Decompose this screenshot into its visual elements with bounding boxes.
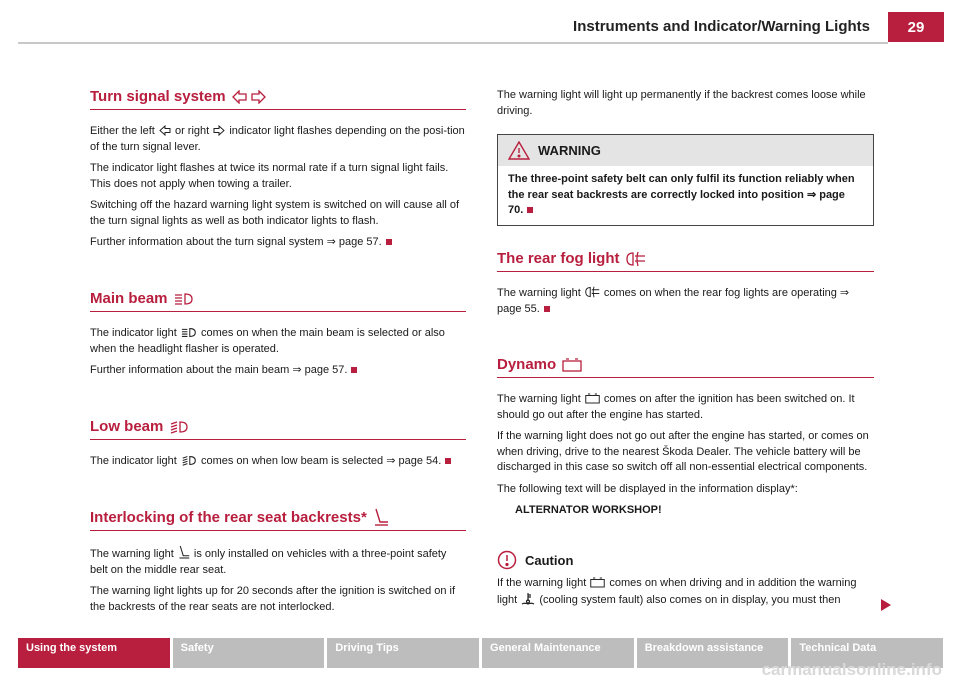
tab-breakdown-assistance[interactable]: Breakdown assistance <box>637 638 789 668</box>
section-rear-seat <box>90 508 466 615</box>
text: comes on when low beam is selected ⇒ page 54. <box>200 455 442 467</box>
warning-box <box>497 134 874 226</box>
section-title <box>497 356 874 378</box>
page-number: 29 <box>888 12 944 42</box>
text: The indicator light <box>90 455 177 467</box>
text: comes on when the main beam is selected or also when the headlight flasher is operated. <box>90 327 445 355</box>
main-beam-title: Main beam <box>90 290 168 307</box>
cross-reference: Further information about the main beam ⇒ page 57. <box>90 364 348 376</box>
warning-triangle-icon <box>508 141 530 160</box>
tab-general-maintenance[interactable]: General Maintenance <box>482 638 634 668</box>
paragraph: If the warning light does not go out after the engine has started, or comes on when driving, drive to the nearest Škoda Dealer. The vehicle battery will be discharged in this case so switch off all non-essential electrical components. <box>497 430 869 473</box>
battery-icon <box>585 393 600 404</box>
end-marker-icon <box>527 207 533 213</box>
next-page-arrow-icon[interactable] <box>880 598 892 612</box>
warning-title: WARNING <box>538 143 601 158</box>
text: is only installed on vehicles with a three-point safety belt on the middle rear seat. <box>90 548 447 576</box>
rear-fog-title: The rear fog light <box>497 250 620 267</box>
section-turn-signal <box>90 88 466 251</box>
coolant-icon <box>521 592 535 605</box>
section-title <box>497 250 874 272</box>
text: comes on when the rear fog lights are operating ⇒ page 55. <box>497 287 850 315</box>
text: comes on when driving and in addition the warning light <box>497 577 857 606</box>
section-rear-fog <box>497 250 874 317</box>
right-arrow-icon <box>213 125 225 136</box>
left-arrow-icon <box>159 125 171 136</box>
end-marker-icon <box>351 367 357 373</box>
caution-header <box>497 550 874 570</box>
paragraph: The warning light will light up permanently if the backrest comes loose while driving. <box>497 89 866 117</box>
tab-using-the-system[interactable]: Using the system <box>18 638 170 668</box>
low-beam-icon <box>181 455 197 466</box>
paragraph: Switching off the hazard warning light system is switched on will cause all of the turn signal lights as well as both indicator lights to flash. <box>90 199 460 227</box>
seat-backrest-icon <box>373 508 389 526</box>
section-main-beam <box>90 290 466 379</box>
text: The indicator light <box>90 327 177 339</box>
section-dynamo <box>497 356 874 519</box>
caution-title: Caution <box>525 552 574 568</box>
text: If the warning light <box>497 577 587 589</box>
battery-icon <box>590 577 605 588</box>
battery-icon <box>562 358 582 372</box>
watermark: carmanualsonline.info <box>761 660 942 679</box>
end-marker-icon <box>544 306 550 312</box>
tab-technical-data[interactable]: Technical Data <box>791 638 943 668</box>
text: comes on after the ignition has been switched on. It should go out after the engine has started. <box>497 393 855 421</box>
text: (cooling system fault) also comes on in display, you must then <box>539 593 841 606</box>
section-title <box>90 418 466 440</box>
text: indicator light flashes depending on the posi-tion of the turn signal lever. <box>90 125 465 153</box>
end-marker-icon <box>445 458 451 464</box>
display-message: ALTERNATOR WORKSHOP! <box>515 504 662 516</box>
text: The warning light <box>90 548 174 560</box>
warning-header <box>498 135 873 166</box>
turn-signal-title: Turn signal system <box>90 88 226 105</box>
main-beam-icon <box>174 292 194 306</box>
cross-reference: Further information about the turn signal system ⇒ page 57. <box>90 236 382 248</box>
section-title <box>90 290 466 312</box>
text: The warning light <box>497 393 581 405</box>
rear-fog-icon <box>585 286 600 298</box>
paragraph: The following text will be displayed in the information display*: <box>497 482 798 495</box>
caution-icon <box>497 550 517 570</box>
text: or right <box>174 125 210 137</box>
chapter-title: Instruments and Indicator/Warning Lights <box>573 18 870 35</box>
rear-fog-icon <box>626 251 646 267</box>
end-marker-icon <box>386 239 392 245</box>
tab-driving-tips[interactable]: Driving Tips <box>327 638 479 668</box>
low-beam-icon <box>169 420 189 434</box>
dynamo-title: Dynamo <box>497 356 557 373</box>
section-caution <box>497 550 874 608</box>
text: The warning light <box>497 287 581 299</box>
rear-seat-title: Interlocking of the rear seat backrests* <box>90 508 367 526</box>
main-beam-icon <box>181 327 197 338</box>
tab-safety[interactable]: Safety <box>173 638 325 668</box>
low-beam-title: Low beam <box>90 418 164 435</box>
turn-signal-icon <box>232 90 266 104</box>
section-title <box>90 508 466 531</box>
paragraph: The indicator light flashes at twice its normal rate if a turn signal light fails. This does not apply when towing a trailer. <box>90 162 449 190</box>
text: Either the left <box>90 125 155 137</box>
header-rule <box>18 42 888 44</box>
seat-backrest-icon <box>178 545 190 559</box>
paragraph: The warning light lights up for 20 seconds after the ignition is switched on if the backrests of the rear seats are not interlocked. <box>90 585 456 613</box>
warning-text: The three-point safety belt can only fulfil its function reliably when the rear seat backrests are correctly locked into position ⇒ page 70. <box>508 173 855 216</box>
section-title <box>90 88 466 110</box>
section-low-beam <box>90 418 466 470</box>
